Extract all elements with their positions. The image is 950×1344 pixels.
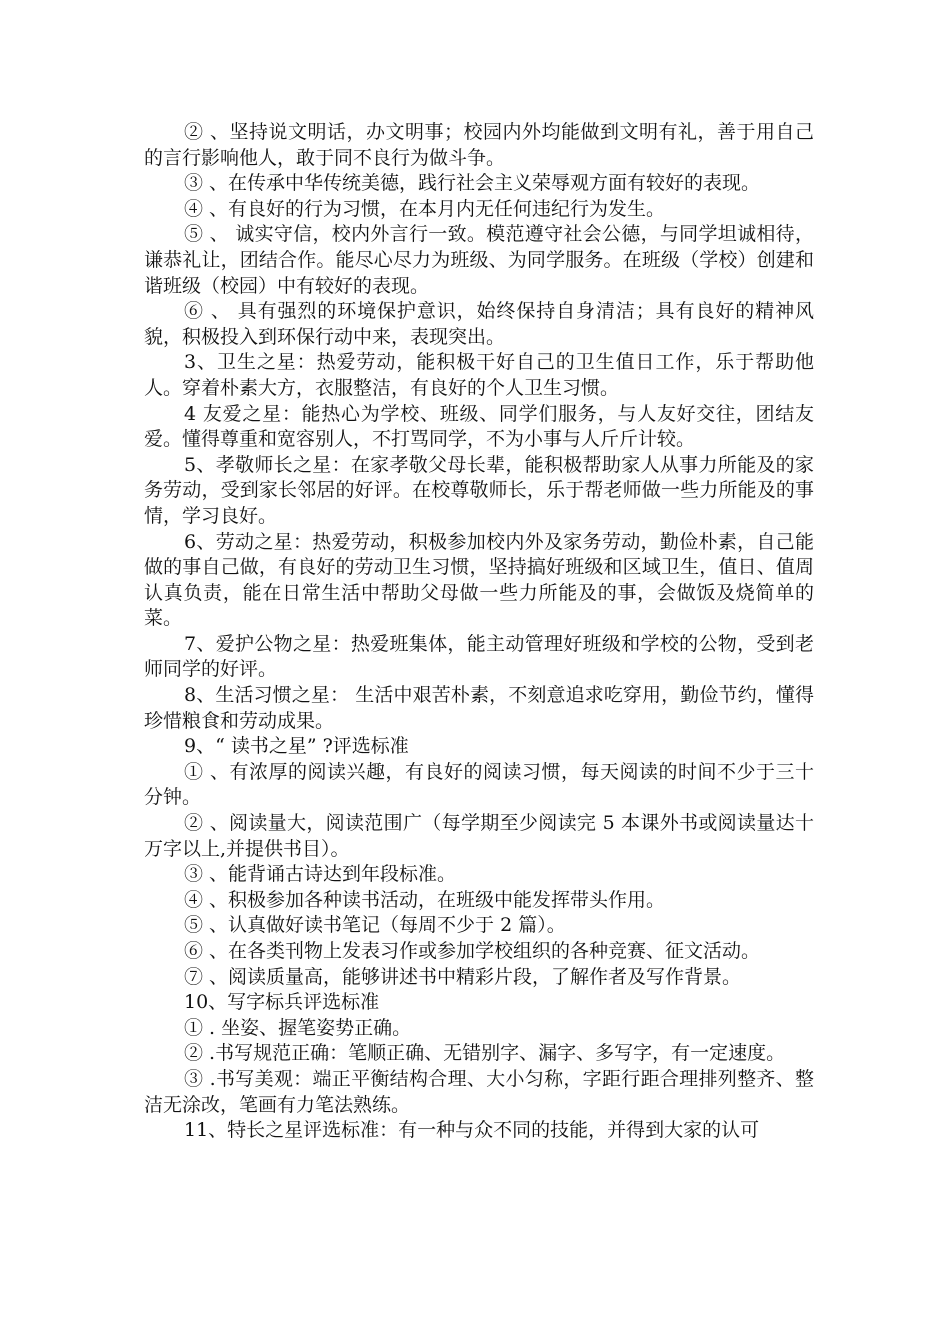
paragraph: ③ 、能背诵古诗达到年段标准。 [184, 863, 457, 886]
paragraph: 3、卫生之星：热爱劳动，能积极干好自己的卫生值日工作，乐于帮助他人。穿着朴素大方，衣服整洁，有良好的个人卫生习惯。 [144, 351, 814, 399]
paragraph: 4 友爱之星：能热心为学校、班级、同学们服务，与人友好交往，团结友爱。懂得尊重和宽容别人，不打骂同学，不为小事与人斤斤计较。 [144, 402, 814, 451]
paragraph: 7、爱护公物之星：热爱班集体，能主动管理好班级和学校的公物，受到老师同学的好评。 [144, 632, 814, 681]
section-heading: 9、“ 读书之星” ?评选标准 [184, 735, 409, 758]
paragraph: 11、特长之星评选标准：有一种与众不同的技能，并得到大家的认可 [184, 1119, 760, 1142]
paragraph: ④ 、积极参加各种读书活动，在班级中能发挥带头作用。 [184, 888, 666, 911]
paragraph: ① . 坐姿、握笔姿势正确。 [184, 1016, 412, 1039]
paragraph: 5、孝敬师长之星：在家孝敬父母长辈，能积极帮助家人从事力所能及的家务劳动，受到家长邻居的好评。在校尊敬师长，乐于帮老师做一些力所能及的事情，学习良好。 [144, 453, 814, 527]
paragraph: ⑦ 、阅读质量高，能够讲述书中精彩片段，了解作者及写作背景。 [184, 965, 742, 988]
paragraph: 6、劳动之星：热爱劳动，积极参加校内外及家务劳动，勤俭朴素，自己能做的事自己做，有良好的劳动卫生习惯，坚持搞好班级和区域卫生，值日、值周认真负责，能在日常生活中帮助父母做一些力所能及的事，会做饭及烧简单的菜。 [144, 530, 814, 630]
paragraph: ⑤ 、认真做好读书笔记（每周不少于 2 篇）。 [184, 914, 566, 937]
paragraph: ② 、坚持说文明话，办文明事；校园内外均能做到文明有礼，善于用自己的言行影响他人，敢于同不良行为做斗争。 [144, 121, 814, 169]
paragraph: ④ 、有良好的行为习惯，在本月内无任何违纪行为发生。 [184, 197, 666, 220]
paragraph: ⑥ 、在各类刊物上发表习作或参加学校组织的各种竞赛、征文活动。 [184, 940, 761, 962]
paragraph: ① 、有浓厚的阅读兴趣，有良好的阅读习惯，每天阅读的时间不少于三十分钟。 [144, 760, 814, 809]
paragraph: ⑤ 、 诚实守信，校内外言行一致。模范遵守社会公德，与同学坦诚相待，谦恭礼让，团结合作。能尽心尽力为班级、为同学服务。在班级（学校）创建和谐班级（校园）中有较好的表现。 [144, 223, 814, 297]
paragraph: ② .书写规范正确：笔顺正确、无错别字、漏字、多写字，有一定速度。 [184, 1042, 786, 1065]
document-body [144, 120, 814, 1144]
paragraph: ③ 、在传承中华传统美德，践行社会主义荣辱观方面有较好的表现。 [184, 172, 761, 195]
section-heading: 10、写字标兵评选标准 [184, 991, 380, 1014]
paragraph: ② 、阅读量大，阅读范围广（每学期至少阅读完 5 本课外书或阅读量达十万字以上,并提供书目）。 [144, 812, 814, 860]
paragraph: ⑥ 、 具有强烈的环境保护意识，始终保持自身清洁；具有良好的精神风貌，积极投入到环保行动中来，表现突出。 [144, 300, 814, 348]
paragraph: ③ .书写美观：端正平衡结构合理、大小匀称，字距行距合理排列整齐、整洁无涂改，笔画有力笔法熟练。 [144, 1067, 814, 1116]
paragraph: 8、生活习惯之星： 生活中艰苦朴素，不刻意追求吃穿用，勤俭节约，懂得珍惜粮食和劳动成果。 [144, 684, 814, 732]
